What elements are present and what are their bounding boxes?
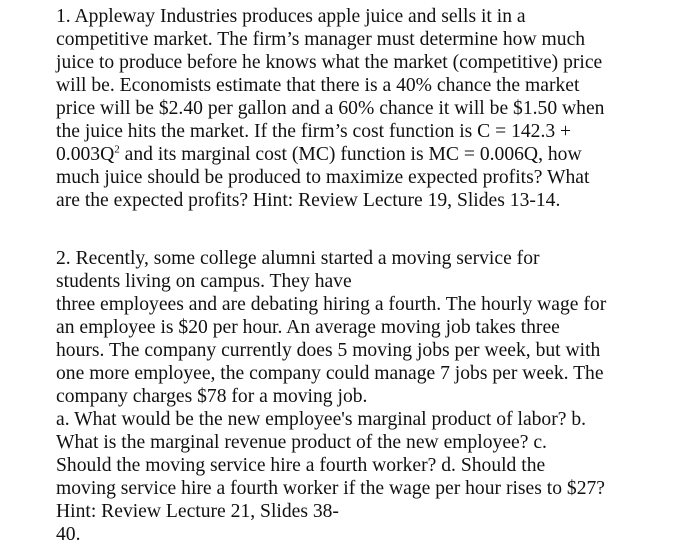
question-2-line-3: three employees and are debating hiring a fourth. The hourly wage for — [56, 294, 607, 315]
question-2-line-9: What is the marginal revenue product of the new employee? c. — [56, 432, 547, 453]
line-7-rest: and its marginal cost (MC) function is MC = 0.006Q, how — [119, 144, 582, 165]
question-2-line-6: one more employee, the company could manage 7 jobs per week. The — [56, 363, 604, 384]
question-2-line-12: Hint: Review Lecture 21, Slides 38- — [56, 501, 339, 522]
question-1-line-8: much juice should be produced to maximize expected profits? What — [56, 167, 590, 188]
question-2-line-8: a. What would be the new employee's marginal product of labor? b. — [56, 409, 587, 430]
question-2-line-2: students living on campus. They have — [56, 271, 352, 292]
question-2-line-4: an employee is $20 per hour. An average moving job takes three — [56, 317, 560, 338]
question-1-line-1: 1. Appleway Industries produces apple juice and sells it in a — [56, 6, 526, 27]
cost-term: 0.003Q — [56, 144, 115, 165]
question-2-line-10: Should the moving service hire a fourth worker? d. Should the — [56, 455, 546, 476]
question-1-line-7 — [56, 144, 582, 167]
question-1-line-9: are the expected profits? Hint: Review Lecture 19, Slides 13-14. — [56, 190, 561, 211]
question-2-line-11: moving service hire a fourth worker if the wage per hour rises to $27? — [56, 478, 605, 499]
question-1-line-2: competitive market. The firm’s manager must determine how much — [56, 29, 586, 50]
question-2-line-5: hours. The company currently does 5 moving jobs per week, but with — [56, 340, 601, 361]
question-2-line-13: 40. — [56, 524, 81, 545]
question-2-line-1: 2. Recently, some college alumni started a moving service for — [56, 248, 540, 269]
question-1-line-5: price will be $2.40 per gallon and a 60% chance it will be $1.50 when — [56, 98, 605, 119]
question-2-line-7: company charges $78 for a moving job. — [56, 386, 368, 407]
question-1-line-4: will be. Economists estimate that there is a 40% chance the market — [56, 75, 580, 96]
exponent: 2 — [114, 143, 120, 156]
question-1-line-3: juice to produce before he knows what the market (competitive) price — [56, 52, 603, 73]
question-1-line-6: the juice hits the market. If the firm’s cost function is C = 142.3 + — [56, 121, 572, 142]
